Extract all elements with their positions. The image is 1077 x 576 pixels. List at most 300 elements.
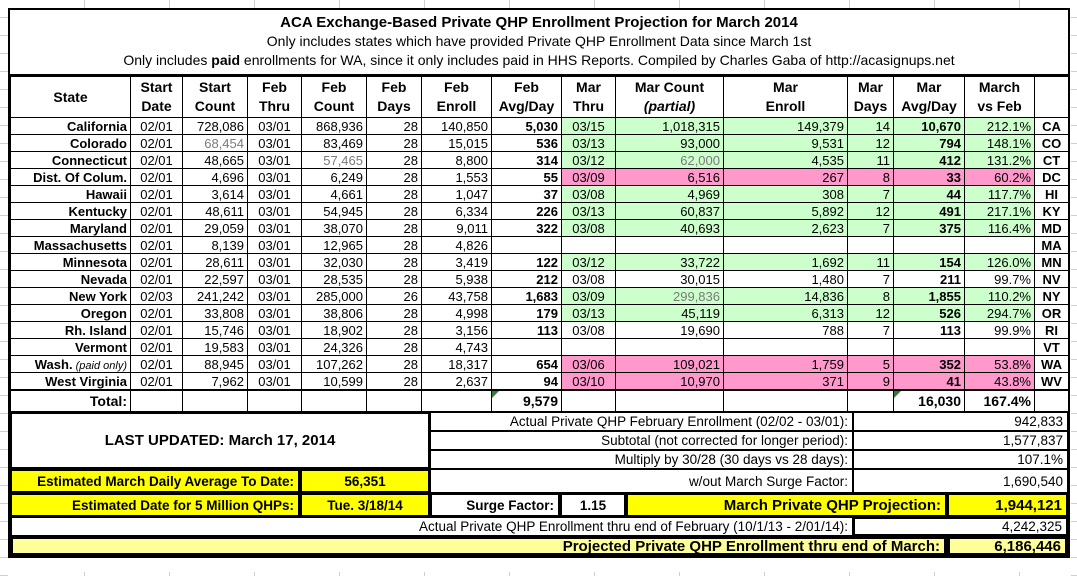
cell-co-mar_count[interactable]: 93,000: [616, 135, 724, 152]
cell-hi-state[interactable]: Hawaii: [11, 186, 131, 203]
cell-ri-abbr[interactable]: RI: [1035, 322, 1069, 339]
cell-ma-mar_thru[interactable]: [562, 237, 616, 254]
cell-dc-mar_avg_day[interactable]: 33: [894, 169, 965, 186]
cell-ca-mar_count[interactable]: 1,018,315: [616, 118, 724, 135]
cell-md-feb_count[interactable]: 38,070: [302, 220, 367, 237]
cell-mn-state[interactable]: Minnesota: [11, 254, 131, 271]
cell-total-start_date[interactable]: [131, 390, 183, 412]
cell-vt-abbr[interactable]: VT: [1035, 339, 1069, 356]
cell-nv-mar_days[interactable]: 7: [848, 271, 894, 288]
cell-hi-mar_vs_feb[interactable]: 117.7%: [965, 186, 1035, 203]
cell-wa-mar_avg_day[interactable]: 352: [894, 356, 965, 373]
cell-hi-mar_days[interactable]: 7: [848, 186, 894, 203]
cell-ma-mar_days[interactable]: [848, 237, 894, 254]
cell-mn-mar_days[interactable]: 11: [848, 254, 894, 271]
cell-wa-feb_thru[interactable]: 03/01: [248, 356, 302, 373]
cell-ny-mar_enroll[interactable]: 14,836: [724, 288, 848, 305]
cell-ri-start_count[interactable]: 15,746: [183, 322, 248, 339]
cell-ct-feb_days[interactable]: 28: [367, 152, 422, 169]
cell-vt-feb_avg_day[interactable]: [492, 339, 562, 356]
cell-ky-mar_thru[interactable]: 03/13: [562, 203, 616, 220]
cell-total-feb_count[interactable]: [302, 390, 367, 412]
cell-wa-feb_days[interactable]: 28: [367, 356, 422, 373]
estimated-daily-average-label[interactable]: Estimated March Daily Average To Date:: [10, 469, 300, 493]
cell-ny-feb_thru[interactable]: 03/01: [248, 288, 302, 305]
cell-mn-feb_avg_day[interactable]: 122: [492, 254, 562, 271]
cell-wa-mar_thru[interactable]: 03/06: [562, 356, 616, 373]
column-header-feb_thru[interactable]: Feb Thru: [248, 77, 302, 118]
cell-ca-mar_vs_feb[interactable]: 212.1%: [965, 118, 1035, 135]
column-header-feb_days[interactable]: Feb Days: [367, 77, 422, 118]
actual-thru-feb-value[interactable]: 4,242,325: [853, 517, 1068, 536]
subtotal-value[interactable]: 1,577,837: [853, 431, 1068, 450]
cell-hi-feb_thru[interactable]: 03/01: [248, 186, 302, 203]
cell-ct-mar_vs_feb[interactable]: 131.2%: [965, 152, 1035, 169]
cell-wa-feb_avg_day[interactable]: 654: [492, 356, 562, 373]
cell-ri-start_date[interactable]: 02/01: [131, 322, 183, 339]
cell-wa-mar_count[interactable]: 109,021: [616, 356, 724, 373]
cell-ri-mar_thru[interactable]: 03/08: [562, 322, 616, 339]
cell-mn-mar_count[interactable]: 33,722: [616, 254, 724, 271]
cell-total-mar_enroll[interactable]: [724, 390, 848, 412]
cell-ma-start_count[interactable]: 8,139: [183, 237, 248, 254]
cell-wv-mar_enroll[interactable]: 371: [724, 373, 848, 391]
cell-ny-mar_thru[interactable]: 03/09: [562, 288, 616, 305]
cell-mn-mar_avg_day[interactable]: 154: [894, 254, 965, 271]
multiply-value[interactable]: 107.1%: [853, 450, 1068, 469]
cell-dc-mar_count[interactable]: 6,516: [616, 169, 724, 186]
cell-ri-mar_enroll[interactable]: 788: [724, 322, 848, 339]
cell-or-feb_thru[interactable]: 03/01: [248, 305, 302, 322]
table-row-ma: [11, 237, 1069, 254]
cell-hi-mar_avg_day[interactable]: 44: [894, 186, 965, 203]
column-header-feb_enroll[interactable]: Feb Enroll: [422, 77, 492, 118]
cell-or-start_date[interactable]: 02/01: [131, 305, 183, 322]
cell-md-feb_enroll[interactable]: 9,011: [422, 220, 492, 237]
cell-wv-mar_vs_feb[interactable]: 43.8%: [965, 373, 1035, 391]
cell-or-mar_count[interactable]: 45,119: [616, 305, 724, 322]
cell-or-feb_enroll[interactable]: 4,998: [422, 305, 492, 322]
without-surge-label[interactable]: w/out March Surge Factor:: [430, 469, 853, 493]
cell-ri-state[interactable]: Rh. Island: [11, 322, 131, 339]
cell-mn-abbr[interactable]: MN: [1035, 254, 1069, 271]
cell-ny-feb_days[interactable]: 26: [367, 288, 422, 305]
cell-nv-start_date[interactable]: 02/01: [131, 271, 183, 288]
cell-nv-feb_avg_day[interactable]: 212: [492, 271, 562, 288]
cell-hi-mar_count[interactable]: 4,969: [616, 186, 724, 203]
cell-wa-start_count[interactable]: 88,945: [183, 356, 248, 373]
cell-md-mar_count[interactable]: 40,693: [616, 220, 724, 237]
cell-or-feb_days[interactable]: 28: [367, 305, 422, 322]
cell-wa-mar_vs_feb[interactable]: 53.8%: [965, 356, 1035, 373]
cell-nv-start_count[interactable]: 22,597: [183, 271, 248, 288]
cell-total-start_count[interactable]: [183, 390, 248, 412]
cell-dc-abbr[interactable]: DC: [1035, 169, 1069, 186]
cell-ky-feb_avg_day[interactable]: 226: [492, 203, 562, 220]
cell-md-start_date[interactable]: 02/01: [131, 220, 183, 237]
cell-dc-mar_days[interactable]: 8: [848, 169, 894, 186]
cell-ky-mar_avg_day[interactable]: 491: [894, 203, 965, 220]
cell-total-mar_avg_day[interactable]: 16,030: [894, 390, 965, 412]
column-header-feb_count[interactable]: Feb Count: [302, 77, 367, 118]
surge-factor-value[interactable]: 1.15: [560, 493, 626, 517]
projected-thru-march-value[interactable]: 6,186,446: [947, 536, 1068, 556]
cell-nv-mar_count[interactable]: 30,015: [616, 271, 724, 288]
cell-co-abbr[interactable]: CO: [1035, 135, 1069, 152]
cell-vt-start_count[interactable]: 19,583: [183, 339, 248, 356]
estimated-date-5m-label[interactable]: Estimated Date for 5 Million QHPs:: [10, 493, 300, 517]
cell-mn-feb_thru[interactable]: 03/01: [248, 254, 302, 271]
cell-or-state[interactable]: Oregon: [11, 305, 131, 322]
cell-dc-feb_count[interactable]: 6,249: [302, 169, 367, 186]
cell-ny-feb_enroll[interactable]: 43,758: [422, 288, 492, 305]
column-header-state[interactable]: State: [11, 77, 131, 118]
cell-wa-feb_count[interactable]: 107,262: [302, 356, 367, 373]
cell-hi-start_date[interactable]: 02/01: [131, 186, 183, 203]
cell-md-mar_avg_day[interactable]: 375: [894, 220, 965, 237]
cell-hi-mar_enroll[interactable]: 308: [724, 186, 848, 203]
cell-co-mar_vs_feb[interactable]: 148.1%: [965, 135, 1035, 152]
total-row: [11, 390, 1069, 412]
cell-ri-mar_vs_feb[interactable]: 99.9%: [965, 322, 1035, 339]
cell-vt-feb_days[interactable]: 28: [367, 339, 422, 356]
column-header-mar_thru[interactable]: Mar Thru: [562, 77, 616, 118]
cell-total-feb_avg_day[interactable]: 9,579: [492, 390, 562, 412]
cell-dc-feb_thru[interactable]: 03/01: [248, 169, 302, 186]
cell-dc-start_date[interactable]: 02/01: [131, 169, 183, 186]
cell-ma-feb_enroll[interactable]: 4,826: [422, 237, 492, 254]
column-header-mar_vs_feb[interactable]: March vs Feb: [965, 77, 1035, 118]
cell-dc-mar_enroll[interactable]: 267: [724, 169, 848, 186]
column-header-mar_count[interactable]: Mar Count (partial): [616, 77, 724, 118]
cell-ri-feb_enroll[interactable]: 3,156: [422, 322, 492, 339]
cell-mn-start_date[interactable]: 02/01: [131, 254, 183, 271]
cell-total-mar_thru[interactable]: [562, 390, 616, 412]
cell-ca-start_count[interactable]: 728,086: [183, 118, 248, 135]
cell-wa-mar_enroll[interactable]: 1,759: [724, 356, 848, 373]
cell-ri-mar_days[interactable]: 7: [848, 322, 894, 339]
cell-ny-feb_count[interactable]: 285,000: [302, 288, 367, 305]
table-row-vt: [11, 339, 1069, 356]
cell-total-abbr[interactable]: [1035, 390, 1069, 412]
cell-dc-state[interactable]: Dist. Of Colum.: [11, 169, 131, 186]
cell-vt-mar_thru[interactable]: [562, 339, 616, 356]
column-header-feb_avg_day[interactable]: Feb Avg/Day: [492, 77, 562, 118]
without-surge-value[interactable]: 1,690,540: [853, 469, 1068, 493]
table-row-co: [11, 135, 1069, 152]
cell-hi-feb_enroll[interactable]: 1,047: [422, 186, 492, 203]
cell-ny-mar_vs_feb[interactable]: 110.2%: [965, 288, 1035, 305]
cell-ma-mar_count[interactable]: [616, 237, 724, 254]
surge-factor-label[interactable]: Surge Factor:: [430, 493, 560, 517]
cell-dc-mar_vs_feb[interactable]: 60.2%: [965, 169, 1035, 186]
march-projection-label[interactable]: March Private QHP Projection:: [626, 493, 947, 517]
cell-wv-feb_thru[interactable]: 03/01: [248, 373, 302, 391]
cell-ky-abbr[interactable]: KY: [1035, 203, 1069, 220]
cell-total-mar_count[interactable]: [616, 390, 724, 412]
cell-nv-mar_vs_feb[interactable]: 99.7%: [965, 271, 1035, 288]
cell-ca-start_date[interactable]: 02/01: [131, 118, 183, 135]
column-header-mar_days[interactable]: Mar Days: [848, 77, 894, 118]
cell-ky-mar_enroll[interactable]: 5,892: [724, 203, 848, 220]
cell-vt-feb_count[interactable]: 24,326: [302, 339, 367, 356]
column-header-mar_enroll[interactable]: Mar Enroll: [724, 77, 848, 118]
cell-or-feb_count[interactable]: 38,806: [302, 305, 367, 322]
cell-ky-mar_days[interactable]: 12: [848, 203, 894, 220]
estimated-daily-average-value[interactable]: 56,351: [300, 469, 430, 493]
cell-wa-abbr[interactable]: WA: [1035, 356, 1069, 373]
cell-dc-feb_avg_day[interactable]: 55: [492, 169, 562, 186]
cell-ny-feb_avg_day[interactable]: 1,683: [492, 288, 562, 305]
cell-co-feb_days[interactable]: 28: [367, 135, 422, 152]
cell-ca-feb_count[interactable]: 868,936: [302, 118, 367, 135]
cell-ri-feb_avg_day[interactable]: 113: [492, 322, 562, 339]
cell-co-mar_thru[interactable]: 03/13: [562, 135, 616, 152]
cell-hi-feb_count[interactable]: 4,661: [302, 186, 367, 203]
cell-co-feb_enroll[interactable]: 15,015: [422, 135, 492, 152]
cell-vt-mar_avg_day[interactable]: [894, 339, 965, 356]
cell-ca-feb_thru[interactable]: 03/01: [248, 118, 302, 135]
cell-ri-feb_thru[interactable]: 03/01: [248, 322, 302, 339]
cell-total-label[interactable]: Total:: [11, 390, 131, 412]
cell-dc-feb_enroll[interactable]: 1,553: [422, 169, 492, 186]
cell-md-mar_days[interactable]: 7: [848, 220, 894, 237]
cell-ca-mar_enroll[interactable]: 149,379: [724, 118, 848, 135]
cell-md-mar_thru[interactable]: 03/08: [562, 220, 616, 237]
cell-ma-mar_avg_day[interactable]: [894, 237, 965, 254]
cell-wv-mar_avg_day[interactable]: 41: [894, 373, 965, 391]
cell-or-mar_enroll[interactable]: 6,313: [724, 305, 848, 322]
cell-ca-abbr[interactable]: CA: [1035, 118, 1069, 135]
column-header-mar_avg_day[interactable]: Mar Avg/Day: [894, 77, 965, 118]
cell-ky-feb_enroll[interactable]: 6,334: [422, 203, 492, 220]
table-row-dc: [11, 169, 1069, 186]
cell-co-mar_enroll[interactable]: 9,531: [724, 135, 848, 152]
cell-nv-state[interactable]: Nevada: [11, 271, 131, 288]
cell-vt-feb_thru[interactable]: 03/01: [248, 339, 302, 356]
cell-co-feb_count[interactable]: 83,469: [302, 135, 367, 152]
cell-ma-feb_count[interactable]: 12,965: [302, 237, 367, 254]
estimated-date-5m-value[interactable]: Tue. 3/18/14: [300, 493, 430, 517]
cell-ca-mar_thru[interactable]: 03/15: [562, 118, 616, 135]
cell-or-feb_avg_day[interactable]: 179: [492, 305, 562, 322]
cell-total-mar_vs_feb[interactable]: 167.4%: [965, 390, 1035, 412]
cell-ct-mar_days[interactable]: 11: [848, 152, 894, 169]
cell-nv-mar_avg_day[interactable]: 211: [894, 271, 965, 288]
cell-wv-mar_count[interactable]: 10,970: [616, 373, 724, 391]
cell-ct-mar_avg_day[interactable]: 412: [894, 152, 965, 169]
cell-ky-mar_vs_feb[interactable]: 217.1%: [965, 203, 1035, 220]
cell-ky-feb_count[interactable]: 54,945: [302, 203, 367, 220]
cell-nv-feb_days[interactable]: 28: [367, 271, 422, 288]
column-header-start_date[interactable]: Start Date: [131, 77, 183, 118]
cell-nv-feb_count[interactable]: 28,535: [302, 271, 367, 288]
cell-ny-start_date[interactable]: 02/03: [131, 288, 183, 305]
cell-ct-feb_count[interactable]: 57,465: [302, 152, 367, 169]
cell-or-mar_days[interactable]: 12: [848, 305, 894, 322]
enrollment-grid: [10, 76, 1069, 412]
cell-hi-start_count[interactable]: 3,614: [183, 186, 248, 203]
march-projection-value[interactable]: 1,944,121: [947, 493, 1068, 517]
cell-ct-abbr[interactable]: CT: [1035, 152, 1069, 169]
cell-mn-start_count[interactable]: 28,611: [183, 254, 248, 271]
cell-ri-feb_days[interactable]: 28: [367, 322, 422, 339]
cell-ny-mar_days[interactable]: 8: [848, 288, 894, 305]
multiply-label[interactable]: Multiply by 30/28 (30 days vs 28 days):: [430, 450, 853, 469]
cell-mn-feb_days[interactable]: 28: [367, 254, 422, 271]
cell-vt-state[interactable]: Vermont: [11, 339, 131, 356]
cell-ct-feb_thru[interactable]: 03/01: [248, 152, 302, 169]
subtotal-label[interactable]: Subtotal (not corrected for longer period):: [430, 431, 853, 450]
cell-co-mar_days[interactable]: 12: [848, 135, 894, 152]
cell-wv-state[interactable]: West Virginia: [11, 373, 131, 391]
column-header-abbr[interactable]: [1035, 77, 1069, 118]
cell-wv-feb_days[interactable]: 28: [367, 373, 422, 391]
cell-wv-mar_thru[interactable]: 03/10: [562, 373, 616, 391]
cell-ma-abbr[interactable]: MA: [1035, 237, 1069, 254]
cell-ca-feb_enroll[interactable]: 140,850: [422, 118, 492, 135]
cell-wa-mar_days[interactable]: 5: [848, 356, 894, 373]
cell-co-feb_avg_day[interactable]: 536: [492, 135, 562, 152]
cell-or-mar_avg_day[interactable]: 526: [894, 305, 965, 322]
cell-md-feb_days[interactable]: 28: [367, 220, 422, 237]
cell-ny-mar_avg_day[interactable]: 1,855: [894, 288, 965, 305]
cell-mn-mar_vs_feb[interactable]: 126.0%: [965, 254, 1035, 271]
cell-md-mar_vs_feb[interactable]: 116.4%: [965, 220, 1035, 237]
cell-hi-abbr[interactable]: HI: [1035, 186, 1069, 203]
table-row-mn: [11, 254, 1069, 271]
last-updated-cell[interactable]: LAST UPDATED: March 17, 2014: [10, 412, 430, 469]
cell-ri-feb_count[interactable]: 18,902: [302, 322, 367, 339]
cell-vt-mar_enroll[interactable]: [724, 339, 848, 356]
cell-ma-feb_avg_day[interactable]: [492, 237, 562, 254]
cell-dc-start_count[interactable]: 4,696: [183, 169, 248, 186]
cell-hi-feb_days[interactable]: 28: [367, 186, 422, 203]
cell-ct-start_date[interactable]: 02/01: [131, 152, 183, 169]
cell-co-feb_thru[interactable]: 03/01: [248, 135, 302, 152]
cell-nv-mar_thru[interactable]: 03/08: [562, 271, 616, 288]
cell-nv-feb_thru[interactable]: 03/01: [248, 271, 302, 288]
cell-ct-mar_enroll[interactable]: 4,535: [724, 152, 848, 169]
cell-vt-feb_enroll[interactable]: 4,743: [422, 339, 492, 356]
cell-ca-mar_avg_day[interactable]: 10,670: [894, 118, 965, 135]
table-subtitle-1: Only includes states which have provided Private QHP Enrollment Data since March 1st: [266, 33, 812, 49]
cell-vt-mar_days[interactable]: [848, 339, 894, 356]
cell-md-mar_enroll[interactable]: 2,623: [724, 220, 848, 237]
cell-dc-mar_thru[interactable]: 03/09: [562, 169, 616, 186]
cell-total-mar_days[interactable]: [848, 390, 894, 412]
cell-ky-state[interactable]: Kentucky: [11, 203, 131, 220]
cell-ri-mar_avg_day[interactable]: 113: [894, 322, 965, 339]
cell-wa-start_date[interactable]: 02/01: [131, 356, 183, 373]
cell-ny-state[interactable]: New York: [11, 288, 131, 305]
cell-ma-feb_thru[interactable]: 03/01: [248, 237, 302, 254]
cell-total-feb_thru[interactable]: [248, 390, 302, 412]
cell-or-mar_vs_feb[interactable]: 294.7%: [965, 305, 1035, 322]
cell-ca-state[interactable]: California: [11, 118, 131, 135]
cell-or-abbr[interactable]: OR: [1035, 305, 1069, 322]
cell-ma-mar_vs_feb[interactable]: [965, 237, 1035, 254]
cell-or-mar_thru[interactable]: 03/13: [562, 305, 616, 322]
cell-nv-abbr[interactable]: NV: [1035, 271, 1069, 288]
cell-total-feb_enroll[interactable]: [422, 390, 492, 412]
cell-ma-feb_days[interactable]: 28: [367, 237, 422, 254]
cell-ct-state[interactable]: Connecticut: [11, 152, 131, 169]
cell-md-state[interactable]: Maryland: [11, 220, 131, 237]
cell-wv-feb_enroll[interactable]: 2,637: [422, 373, 492, 391]
cell-ri-mar_count[interactable]: 19,690: [616, 322, 724, 339]
projected-thru-march-label[interactable]: Projected Private QHP Enrollment thru end of March:: [10, 536, 947, 556]
cell-ca-feb_avg_day[interactable]: 5,030: [492, 118, 562, 135]
cell-mn-feb_enroll[interactable]: 3,419: [422, 254, 492, 271]
cell-vt-mar_vs_feb[interactable]: [965, 339, 1035, 356]
feb-actual-label[interactable]: Actual Private QHP February Enrollment (02/02 - 03/01):: [430, 412, 853, 431]
cell-dc-feb_days[interactable]: 28: [367, 169, 422, 186]
cell-ny-abbr[interactable]: NY: [1035, 288, 1069, 305]
cell-wv-start_date[interactable]: 02/01: [131, 373, 183, 391]
cell-ny-start_count[interactable]: 241,242: [183, 288, 248, 305]
cell-nv-mar_enroll[interactable]: 1,480: [724, 271, 848, 288]
cell-ma-state[interactable]: Massachusetts: [11, 237, 131, 254]
cell-ct-start_count[interactable]: 48,665: [183, 152, 248, 169]
cell-co-start_date[interactable]: 02/01: [131, 135, 183, 152]
cell-total-feb_days[interactable]: [367, 390, 422, 412]
cell-co-mar_avg_day[interactable]: 794: [894, 135, 965, 152]
column-header-start_count[interactable]: Start Count: [183, 77, 248, 118]
cell-ky-mar_count[interactable]: 60,837: [616, 203, 724, 220]
cell-hi-mar_thru[interactable]: 03/08: [562, 186, 616, 203]
cell-vt-start_date[interactable]: 02/01: [131, 339, 183, 356]
cell-ma-start_date[interactable]: 02/01: [131, 237, 183, 254]
cell-or-start_count[interactable]: 33,808: [183, 305, 248, 322]
cell-ca-feb_days[interactable]: 28: [367, 118, 422, 135]
cell-mn-mar_thru[interactable]: 03/12: [562, 254, 616, 271]
cell-ky-feb_thru[interactable]: 03/01: [248, 203, 302, 220]
cell-co-start_count[interactable]: 68,454: [183, 135, 248, 152]
cell-wa-state[interactable]: Wash. (paid only): [11, 356, 131, 373]
cell-mn-feb_count[interactable]: 32,030: [302, 254, 367, 271]
cell-wv-feb_avg_day[interactable]: 94: [492, 373, 562, 391]
cell-mn-mar_enroll[interactable]: 1,692: [724, 254, 848, 271]
cell-ny-mar_count[interactable]: 299,836: [616, 288, 724, 305]
cell-md-start_count[interactable]: 29,059: [183, 220, 248, 237]
sheet-gridlines-left: [0, 0, 8, 576]
cell-ky-start_count[interactable]: 48,611: [183, 203, 248, 220]
cell-md-feb_thru[interactable]: 03/01: [248, 220, 302, 237]
cell-wv-abbr[interactable]: WV: [1035, 373, 1069, 391]
cell-wv-feb_count[interactable]: 10,599: [302, 373, 367, 391]
cell-ma-mar_enroll[interactable]: [724, 237, 848, 254]
cell-wa-feb_enroll[interactable]: 18,317: [422, 356, 492, 373]
cell-vt-mar_count[interactable]: [616, 339, 724, 356]
cell-ct-mar_thru[interactable]: 03/12: [562, 152, 616, 169]
cell-ct-mar_count[interactable]: 62,000: [616, 152, 724, 169]
cell-co-state[interactable]: Colorado: [11, 135, 131, 152]
cell-ct-feb_enroll[interactable]: 8,800: [422, 152, 492, 169]
cell-ky-start_date[interactable]: 02/01: [131, 203, 183, 220]
actual-thru-feb-label[interactable]: Actual Private QHP Enrollment thru end of February (10/1/13 - 2/01/14):: [10, 517, 853, 536]
cell-wv-mar_days[interactable]: 9: [848, 373, 894, 391]
cell-md-abbr[interactable]: MD: [1035, 220, 1069, 237]
cell-wv-start_count[interactable]: 7,962: [183, 373, 248, 391]
cell-ca-mar_days[interactable]: 14: [848, 118, 894, 135]
cell-ct-feb_avg_day[interactable]: 314: [492, 152, 562, 169]
cell-md-feb_avg_day[interactable]: 322: [492, 220, 562, 237]
cell-nv-feb_enroll[interactable]: 5,938: [422, 271, 492, 288]
feb-actual-value[interactable]: 942,833: [853, 412, 1068, 431]
cell-hi-feb_avg_day[interactable]: 37: [492, 186, 562, 203]
cell-ky-feb_days[interactable]: 28: [367, 203, 422, 220]
